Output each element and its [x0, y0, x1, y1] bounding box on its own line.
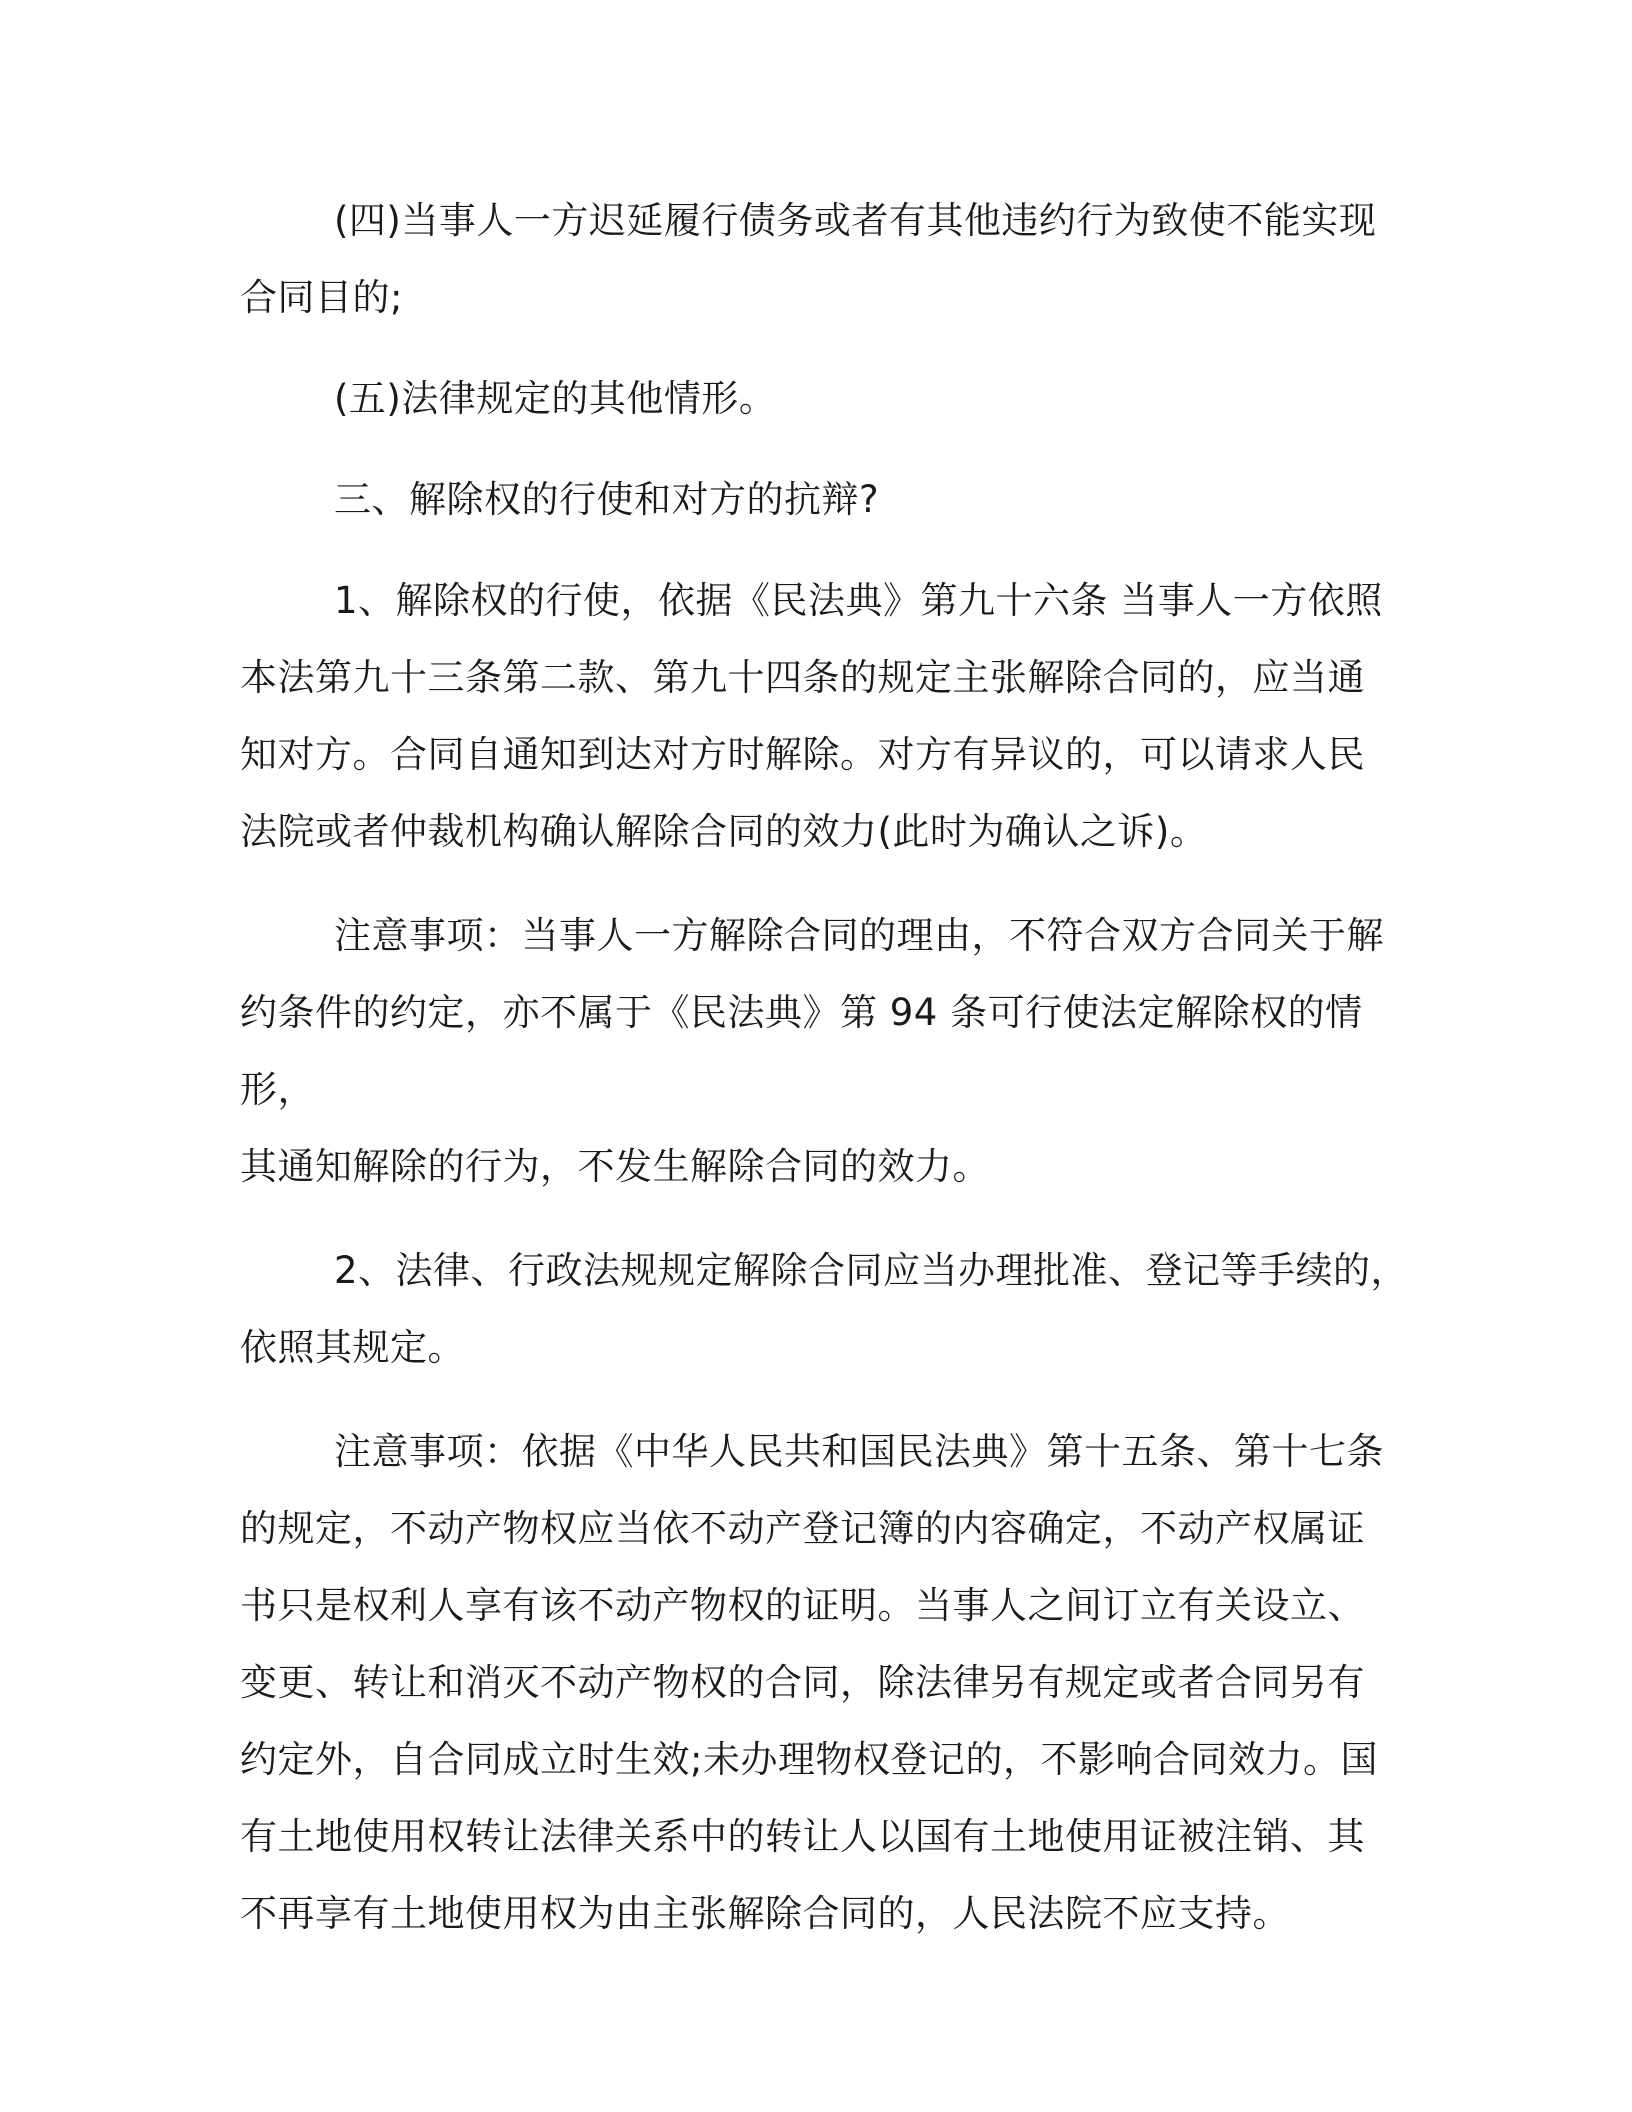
text-line: 约定外，自合同成立时生效;未办理物权登记的，不影响合同效力。国 [240, 1738, 1378, 1781]
text-line: 1、解除权的行使，依据《民法典》第九十六条 当事人一方依照 [334, 579, 1383, 622]
text-line: 有土地使用权转让法律关系中的转让人以国有土地使用证被注销、其 [240, 1815, 1365, 1858]
text-line: 注意事项：依据《中华人民共和国民法典》第十五条、第十七条 [334, 1430, 1384, 1473]
text-line: (四)当事人一方迟延履行债务或者有其他违约行为致使不能实现 [334, 199, 1377, 242]
paragraph-note-2 [240, 1413, 1410, 1952]
text-line: (五)法律规定的其他情形。 [334, 377, 777, 420]
text-line: 知对方。合同自通知到达对方时解除。对方有异议的，可以请求人民 [240, 733, 1365, 776]
document-page [240, 182, 1410, 1979]
text-line: 法院或者仲裁机构确认解除合同的效力(此时为确认之诉)。 [240, 810, 1208, 853]
paragraph-note-1 [240, 897, 1410, 1205]
text-line: 不再享有土地使用权为由主张解除合同的，人民法院不应支持。 [240, 1892, 1290, 1935]
section-heading-3 [240, 461, 1410, 538]
paragraph-item-4 [240, 182, 1410, 336]
text-line: 合同目的; [240, 276, 403, 319]
text-line: 约条件的约定，亦不属于《民法典》第 94 条可行使法定解除权的情形， [240, 991, 1363, 1111]
text-line: 三、解除权的行使和对方的抗辩? [334, 478, 880, 521]
text-line: 书只是权利人享有该不动产物权的证明。当事人之间订立有关设立、 [240, 1584, 1365, 1627]
text-line: 依照其规定。 [240, 1326, 465, 1369]
text-line: 其通知解除的行为，不发生解除合同的效力。 [240, 1145, 990, 1188]
text-line: 本法第九十三条第二款、第九十四条的规定主张解除合同的，应当通 [240, 656, 1365, 699]
paragraph-approval-registration [240, 1232, 1410, 1386]
text-line: 变更、转让和消灭不动产物权的合同，除法律另有规定或者合同另有 [240, 1661, 1365, 1704]
text-line: 的规定，不动产物权应当依不动产登记簿的内容确定，不动产权属证 [240, 1507, 1365, 1550]
paragraph-exercise-of-right [240, 562, 1410, 870]
paragraph-item-5 [240, 360, 1410, 437]
text-line: 注意事项：当事人一方解除合同的理由，不符合双方合同关于解 [334, 914, 1384, 957]
text-line: 2、法律、行政法规规定解除合同应当办理批准、登记等手续的， [334, 1249, 1409, 1292]
